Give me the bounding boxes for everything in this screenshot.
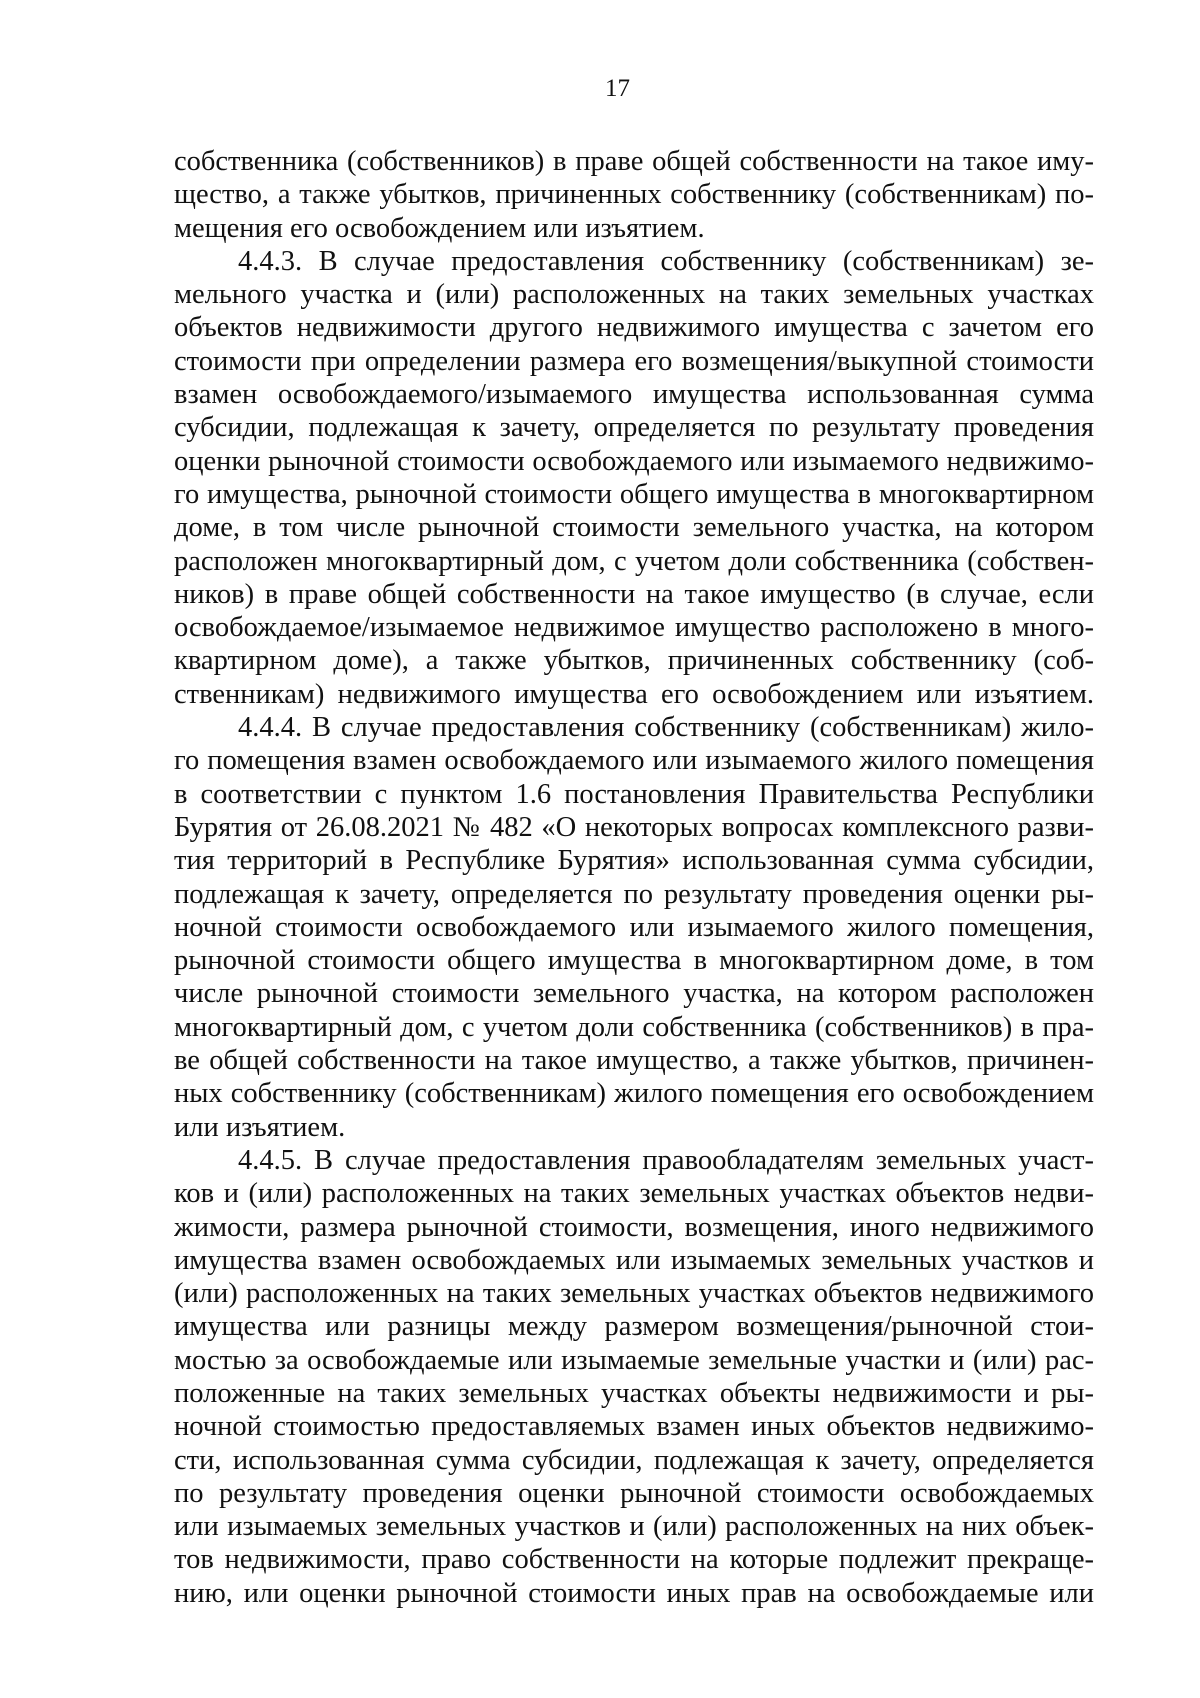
text-line: подлежащая к зачету, определяется по результату проведения оценки ры- bbox=[174, 878, 1094, 910]
text-line: сти, использованная сумма субсидии, подлежащая к зачету, определяется bbox=[174, 1444, 1094, 1476]
text-line: го имущества, рыночной стоимости общего имущества в многоквартирном bbox=[174, 478, 1094, 510]
text-line: квартирном доме), а также убытков, причиненных собственнику (соб- bbox=[174, 645, 1094, 677]
text-line: положенные на таких земельных участках объекты недвижимости и ры- bbox=[174, 1377, 1094, 1409]
text-line: взамен освобождаемого/изымаемого имущества использованная сумма bbox=[174, 379, 1094, 411]
text-line: нию, или оценки рыночной стоимости иных прав на освобождаемые или bbox=[174, 1577, 1094, 1609]
page-number: 17 bbox=[605, 75, 630, 102]
text-line: субсидии, подлежащая к зачету, определяется по результату проведения bbox=[174, 412, 1094, 444]
text-line: освобождаемое/изымаемое недвижимое имущество расположено в много- bbox=[174, 612, 1094, 644]
text-line: щество, а также убытков, причиненных собственнику (собственникам) по- bbox=[174, 179, 1094, 211]
text-line: мостью за освобождаемые или изымаемые земельные участки и (или) рас- bbox=[174, 1344, 1094, 1376]
text-line: ночной стоимостью предоставляемых взамен иных объектов недвижимо- bbox=[174, 1411, 1094, 1443]
text-line: 4.4.3. В случае предоставления собственнику (собственникам) зе- bbox=[238, 245, 1094, 277]
text-line: числе рыночной стоимости земельного участка, на котором расположен bbox=[174, 978, 1094, 1010]
text-line: объектов недвижимости другого недвижимого имущества с зачетом его bbox=[174, 312, 1094, 344]
text-line: по результату проведения оценки рыночной стоимости освобождаемых bbox=[174, 1477, 1094, 1509]
text-line: рыночной стоимости общего имущества в многоквартирном доме, в том bbox=[174, 945, 1094, 977]
text-line: тов недвижимости, право собственности на которые подлежит прекраще- bbox=[174, 1544, 1094, 1576]
text-line: стоимости при определении размера его возмещения/выкупной стоимости bbox=[174, 345, 1094, 377]
text-line: жимости, размера рыночной стоимости, возмещения, иного недвижимого bbox=[174, 1211, 1094, 1243]
text-line: имущества или разницы между размером возмещения/рыночной стои- bbox=[174, 1311, 1094, 1343]
text-line: мещения его освобождением или изъятием. bbox=[174, 212, 705, 244]
text-line: или изъятием. bbox=[174, 1111, 346, 1143]
text-line: собственника (собственников) в праве общей собственности на такое иму- bbox=[174, 146, 1094, 177]
text-line: Бурятия от 26.08.2021 № 482 «О некоторых вопросах комплексного разви- bbox=[174, 811, 1094, 843]
text-line: ных собственнику (собственникам) жилого помещения его освобождением bbox=[174, 1078, 1094, 1110]
text-line: оценки рыночной стоимости освобождаемого или изымаемого недвижимо- bbox=[174, 445, 1094, 477]
text-line: го помещения взамен освобождаемого или изымаемого жилого помещения bbox=[174, 745, 1094, 777]
text-line: ков и (или) расположенных на таких земельных участках объектов недви- bbox=[174, 1178, 1094, 1210]
text-line: ников) в праве общей собственности на такое имущество (в случае, если bbox=[174, 578, 1094, 610]
text-line: тия территорий в Республике Бурятия» использованная сумма субсидии, bbox=[174, 845, 1094, 877]
text-line: имущества взамен освобождаемых или изымаемых земельных участков и bbox=[174, 1244, 1094, 1276]
text-line: многоквартирный дом, с учетом доли собственника (собственников) в пра- bbox=[174, 1011, 1094, 1043]
text-line: ночной стоимости освобождаемого или изымаемого жилого помещения, bbox=[174, 911, 1094, 943]
text-line: мельного участка и (или) расположенных на таких земельных участках bbox=[174, 279, 1094, 311]
text-line: 4.4.4. В случае предоставления собственнику (собственникам) жило- bbox=[238, 712, 1094, 744]
text-line: (или) расположенных на таких земельных участках объектов недвижимого bbox=[174, 1278, 1094, 1310]
text-line: 4.4.5. В случае предоставления правообладателям земельных участ- bbox=[238, 1144, 1094, 1176]
text-line: или изымаемых земельных участков и (или) расположенных на них объек- bbox=[174, 1511, 1094, 1543]
text-line: расположен многоквартирный дом, с учетом доли собственника (собствен- bbox=[174, 545, 1094, 577]
text-line: доме, в том числе рыночной стоимости земельного участка, на котором bbox=[174, 512, 1094, 544]
text-line: ве общей собственности на такое имущество, а также убытков, причинен- bbox=[174, 1045, 1094, 1077]
document-body bbox=[174, 145, 1094, 1610]
text-line: в соответствии с пунктом 1.6 постановления Правительства Республики bbox=[174, 778, 1094, 810]
text-line: ственникам) недвижимого имущества его освобождением или изъятием. bbox=[174, 678, 1094, 710]
